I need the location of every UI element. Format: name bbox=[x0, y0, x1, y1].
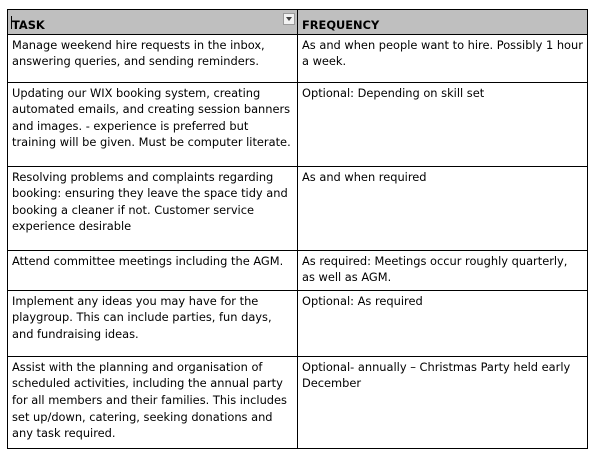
frequency-cell[interactable]: Optional: Depending on skill set bbox=[298, 82, 588, 166]
header-row bbox=[8, 10, 588, 35]
task-table-container bbox=[7, 9, 588, 449]
table-row bbox=[8, 250, 588, 290]
task-column-header[interactable] bbox=[8, 10, 298, 35]
task-cell[interactable]: Manage weekend hire requests in the inbox, answering queries, and sending reminders. bbox=[8, 34, 298, 82]
table-row bbox=[8, 290, 588, 356]
frequency-cell[interactable]: As and when people want to hire. Possibly 1 hour a week. bbox=[298, 34, 588, 82]
frequency-cell[interactable]: As and when required bbox=[298, 166, 588, 250]
frequency-cell[interactable]: Optional- annually – Christmas Party held early December bbox=[298, 356, 588, 448]
table-row bbox=[8, 166, 588, 250]
frequency-column-header[interactable] bbox=[298, 10, 588, 35]
task-frequency-table bbox=[7, 9, 588, 449]
table-row bbox=[8, 82, 588, 166]
task-cell[interactable]: Assist with the planning and organisation of scheduled activities, including the annual party for all members and their families. This includes set up/down, catering, seeking donations and any task required. bbox=[8, 356, 298, 448]
filter-dropdown-icon[interactable] bbox=[283, 13, 295, 25]
frequency-cell[interactable]: Optional: As required bbox=[298, 290, 588, 356]
task-cell[interactable]: Updating our WIX booking system, creating automated emails, and creating session banners and images. - experience is preferred but training will be given. Must be computer literate. bbox=[8, 82, 298, 166]
task-cell[interactable]: Attend committee meetings including the AGM. bbox=[8, 250, 298, 290]
task-header-label: TASK bbox=[12, 18, 45, 32]
table-row bbox=[8, 356, 588, 448]
frequency-cell[interactable]: As required: Meetings occur roughly quarterly, as well as AGM. bbox=[298, 250, 588, 290]
text-cursor bbox=[11, 16, 12, 29]
frequency-header-label: FREQUENCY bbox=[302, 18, 380, 32]
table-row bbox=[8, 34, 588, 82]
task-cell[interactable]: Resolving problems and complaints regarding booking: ensuring they leave the space tidy and booking a cleaner if not. Customer service experience desirable bbox=[8, 166, 298, 250]
task-cell[interactable]: Implement any ideas you may have for the playgroup. This can include parties, fun days, and fundraising ideas. bbox=[8, 290, 298, 356]
